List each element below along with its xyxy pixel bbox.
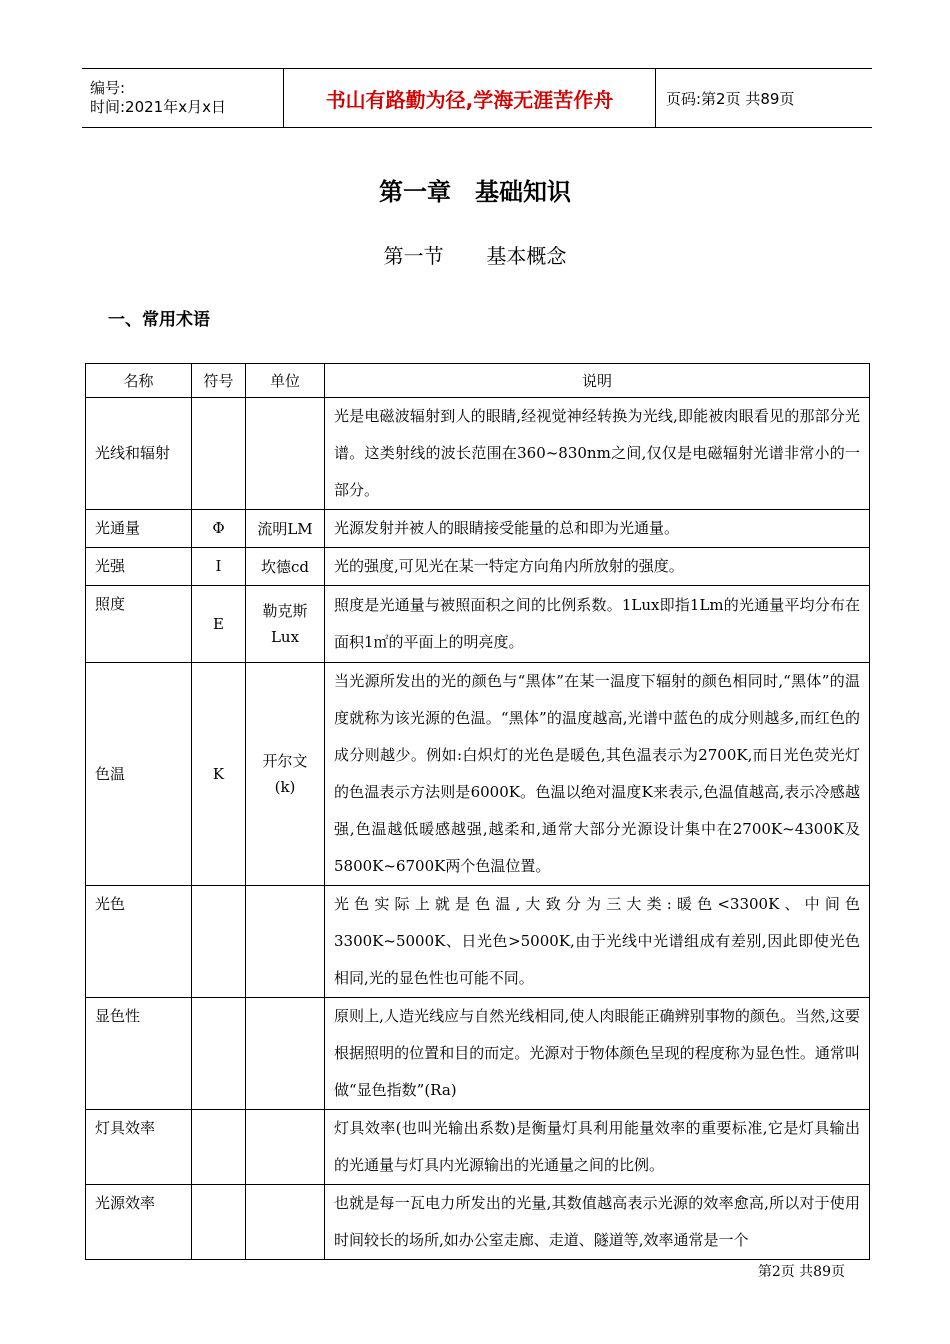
term-unit — [246, 1110, 325, 1185]
chapter-title: 第一章 基础知识 — [379, 178, 571, 206]
term-unit — [246, 398, 325, 510]
term-symbol — [192, 998, 246, 1110]
term-symbol — [192, 1185, 246, 1260]
table-row — [86, 886, 870, 998]
header-page-number: 页码:第2页 共89页 — [666, 89, 795, 108]
term-unit — [246, 886, 325, 998]
subsection-title: 一、常用术语 — [108, 310, 210, 330]
page-header — [82, 68, 872, 128]
term-name: 光源效率 — [86, 1185, 192, 1260]
term-description: 光色实际上就是色温,大致分为三大类:暖色<3300K、中间色3300K~5000K、日光色>5000K,由于光线中光谱组成有差别,因此即使光色相同,光的显色性也可能不同。 — [325, 886, 870, 998]
column-header-unit: 单位 — [246, 364, 325, 398]
page-footer: 第2页 共89页 — [757, 1264, 845, 1280]
term-unit: 流明LM — [246, 510, 325, 548]
term-symbol: K — [192, 663, 246, 886]
term-symbol: E — [192, 586, 246, 663]
term-description: 当光源所发出的光的颜色与“黑体”在某一温度下辐射的颜色相同时,“黑体”的温度就称为该光源的色温。“黑体”的温度越高,光谱中蓝色的成分则越多,而红色的成分则越少。例如:白炽灯的光色是暖色,其色温表示为2700K,而日光色荧光灯的色温表示方法则是6000K。色温以绝对温度K来表示,色温值越高,表示冷感越强,色温越低暖感越强,越柔和,通常大部分光源设计集中在2700K~4300K及5800K~6700K两个色温位置。 — [325, 663, 870, 886]
term-description: 灯具效率(也叫光输出系数)是衡量灯具利用能量效率的重要标准,它是灯具输出的光通量与灯具内光源输出的光通量之间的比例。 — [325, 1110, 870, 1185]
term-description: 照度是光通量与被照面积之间的比例系数。1Lux即指1Lm的光通量平均分布在面积1㎡的平面上的明亮度。 — [325, 586, 870, 663]
term-description: 原则上,人造光线应与自然光线相同,使人肉眼能正确辨别事物的颜色。当然,这要根据照明的位置和目的而定。光源对于物体颜色呈现的程度称为显色性。通常叫做“显色指数”(Ra) — [325, 998, 870, 1110]
term-unit: 勒克斯Lux — [246, 586, 325, 663]
term-name: 光强 — [86, 548, 192, 586]
term-name: 光通量 — [86, 510, 192, 548]
term-description: 光是电磁波辐射到人的眼睛,经视觉神经转换为光线,即能被肉眼看见的那部分光谱。这类射线的波长范围在360~830nm之间,仅仅是电磁辐射光谱非常小的一部分。 — [325, 398, 870, 510]
term-unit — [246, 998, 325, 1110]
term-name: 色温 — [86, 663, 192, 886]
table-row — [86, 586, 870, 663]
table-row — [86, 510, 870, 548]
section-name: 基本概念 — [486, 244, 567, 268]
header-number: 编号: — [90, 79, 126, 97]
section-title — [0, 240, 950, 269]
term-name: 光色 — [86, 886, 192, 998]
table-row — [86, 1110, 870, 1185]
table-row — [86, 1185, 870, 1260]
term-symbol — [192, 886, 246, 998]
section-number: 第一节 — [383, 244, 444, 268]
column-header-description: 说明 — [325, 364, 870, 398]
term-name: 灯具效率 — [86, 1110, 192, 1185]
term-unit: 坎德cd — [246, 548, 325, 586]
table-row — [86, 663, 870, 886]
term-name: 照度 — [86, 586, 192, 663]
header-meta — [82, 69, 284, 127]
term-symbol: I — [192, 548, 246, 586]
term-name: 光线和辐射 — [86, 398, 192, 510]
term-unit — [246, 1185, 325, 1260]
term-description: 也就是每一瓦电力所发出的光量,其数值越高表示光源的效率愈高,所以对于使用时间较长的场所,如办公室走廊、走道、隧道等,效率通常是一个 — [325, 1185, 870, 1260]
term-unit: 开尔文(k) — [246, 663, 325, 886]
term-symbol — [192, 398, 246, 510]
table-header-row — [86, 364, 870, 398]
column-header-name: 名称 — [86, 364, 192, 398]
terms-table — [85, 363, 870, 1260]
table-row — [86, 998, 870, 1110]
term-description: 光的强度,可见光在某一特定方向角内所放射的强度。 — [325, 548, 870, 586]
header-motto: 书山有路勤为径,学海无涯苦作舟 — [284, 69, 656, 127]
header-date: 时间:2021年x月x日 — [90, 98, 226, 116]
table-row — [86, 398, 870, 510]
table-row — [86, 548, 870, 586]
term-description: 光源发射并被人的眼睛接受能量的总和即为光通量。 — [325, 510, 870, 548]
column-header-symbol: 符号 — [192, 364, 246, 398]
term-name: 显色性 — [86, 998, 192, 1110]
term-symbol — [192, 1110, 246, 1185]
term-symbol: Φ — [192, 510, 246, 548]
